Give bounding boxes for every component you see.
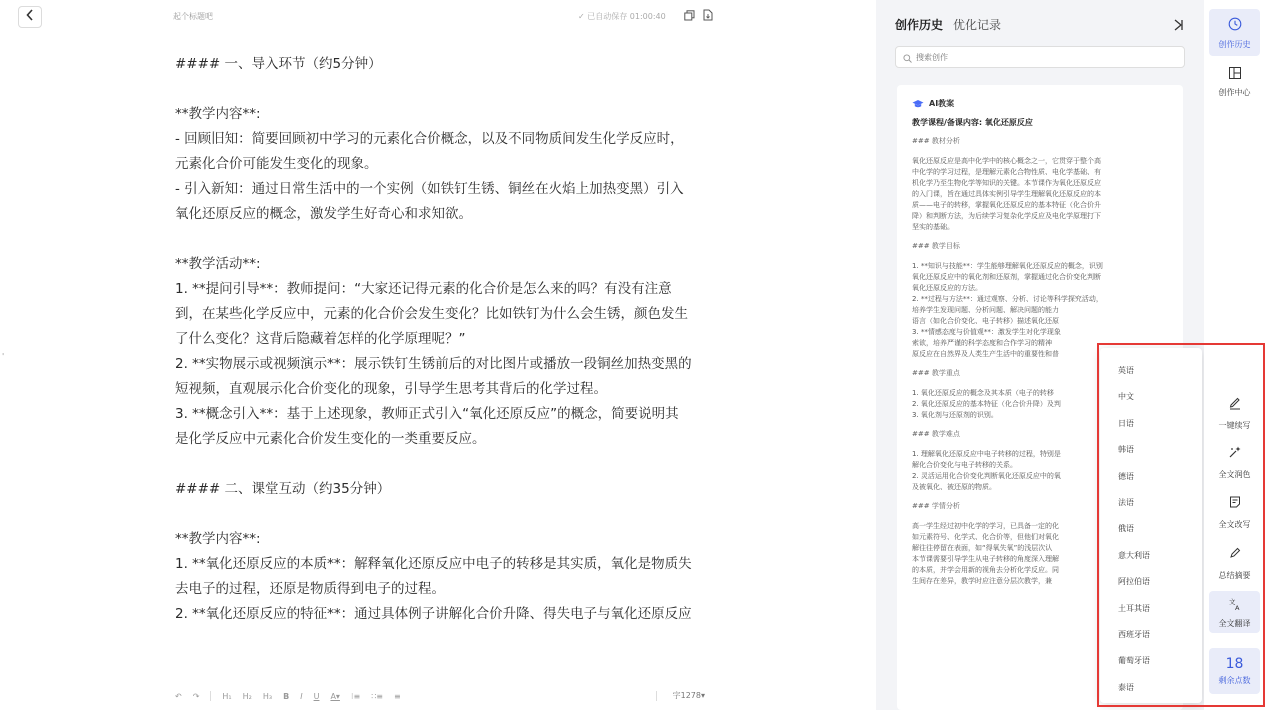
card-type [912, 98, 1169, 109]
toolbar-divider [210, 691, 211, 701]
content-line: 1. **氧化还原反应的本质**：解释氧化还原反应中电子的转移是其实质，氧化是物质失 [175, 556, 692, 572]
language-option[interactable]: 德语 [1118, 471, 1134, 481]
card-section-heading: ### 教学目标 [912, 242, 960, 250]
card-text-line: 解往往停留在表面，如“得氧失氧”的浅层次认 [912, 544, 1053, 552]
card-text-line: 氧化还原反应的方法。 [912, 284, 982, 292]
card-course: 教学课程/备课内容: 氧化还原反应 [912, 118, 1033, 127]
language-option[interactable]: 日语 [1118, 418, 1134, 428]
content-line: 是化学反应中元素化合价发生变化的一类重要反应。 [175, 431, 486, 447]
card-text-line: 2. 灵活运用化合价变化判断氧化还原反应中的氧 [912, 472, 1061, 480]
content-line: #### 二、课堂互动（约35分钟） [175, 481, 391, 497]
toolbar-divider [656, 691, 657, 701]
chevron-left-icon [26, 9, 34, 25]
rail-center-label: 创作中心 [1218, 88, 1251, 97]
blank-line [175, 77, 705, 102]
search-box[interactable] [895, 46, 1185, 68]
search-icon [903, 48, 912, 67]
content-line: 到，在某些化学反应中，元素的化合价会发生变化？比如铁钉为什么会生锈，颜色发生 [175, 306, 688, 322]
svg-text:A: A [1234, 603, 1239, 611]
pen-write-icon [1228, 395, 1242, 414]
language-option[interactable]: 中文 [1118, 392, 1134, 402]
rail-history-label: 创作历史 [1218, 39, 1251, 49]
rail-rewrite-label: 全文改写 [1218, 520, 1251, 529]
language-option[interactable]: 法语 [1118, 497, 1134, 507]
card-text-line: 中化学的学习过程，是理解元素化合物性质、电化学基础、有 [912, 168, 1101, 176]
card-text-line: 及被氧化、被还原的物质。 [912, 483, 996, 491]
word-count[interactable]: 字1278▾ [672, 691, 705, 700]
align-button[interactable]: ≡ [393, 691, 401, 701]
pencil-icon [1228, 545, 1242, 564]
tool-rail [1204, 0, 1265, 710]
card-text-line: 培养学生发现问题、分析问题、解决问题的能力 [912, 306, 1059, 314]
language-option[interactable]: 阿拉伯语 [1118, 577, 1150, 587]
rewrite-doc-icon [1228, 494, 1242, 513]
card-text-line: 本节课需要引导学生从电子转移的角度深入理解 [912, 555, 1059, 563]
undo-icon[interactable]: ↶ [175, 691, 182, 701]
language-option[interactable]: 俄语 [1118, 524, 1134, 534]
card-text-line: 氧化还原反应是高中化学中的核心概念之一，它贯穿于整个高 [912, 157, 1101, 165]
card-text-line: 生间存在差异，教学时应注意分层次教学，兼 [912, 577, 1052, 585]
heading3-button[interactable]: H₃ [262, 691, 273, 701]
content-line: 2. **氧化还原反应的特征**：通过具体例子讲解化合价升降、得失电子与氧化还原反应 [175, 606, 692, 622]
collapse-panel-icon[interactable] [1172, 17, 1184, 31]
blank-line [175, 227, 705, 252]
layout-grid-icon [1228, 65, 1242, 84]
card-text-line: 的本质，并学会用新的视角去分析化学反应。同 [912, 566, 1059, 574]
content-line: **教学活动**: [175, 256, 261, 272]
history-tabs [895, 16, 1011, 33]
bold-button[interactable]: B [283, 691, 290, 701]
rail-continue-label: 一键续写 [1218, 421, 1251, 430]
clock-icon [1228, 16, 1242, 35]
card-text-line: 3. **情感态度与价值观**：激发学生对化学现象 [912, 328, 1061, 336]
sparkle-wand-icon [1228, 444, 1242, 463]
content-line: #### 一、导入环节（约5分钟） [175, 56, 382, 72]
translate-icon [1228, 596, 1242, 615]
language-option[interactable]: 西班牙语 [1118, 629, 1150, 639]
card-text-line: 1. 氧化还原反应的概念及其本质（电子的转移 [912, 389, 1054, 397]
graduation-cap-icon [912, 99, 924, 109]
rail-translate-button[interactable] [1209, 591, 1260, 633]
redo-icon[interactable]: ↷ [192, 691, 200, 701]
points-label: 剩余点数 [1218, 676, 1251, 685]
content-line: 去电子的过程，还原是物质得到电子的过程。 [175, 581, 445, 597]
autosave-status: ✓ 已自动保存 01:00:40 [578, 12, 666, 21]
card-text-line: 机化学乃至生物化学等知识的关键。本节课作为氧化还原反应 [912, 179, 1101, 187]
rail-translate-label: 全文翻译 [1218, 618, 1251, 628]
content-line: 短视频，直观展示化合价变化的现象，引导学生思考其背后的化学过程。 [175, 381, 607, 397]
heading1-button[interactable]: H₁ [222, 691, 232, 701]
card-text-line: 语言（如化合价变化、电子转移）描述氧化还原 [912, 317, 1059, 325]
content-line: 3. **概念引入**：基于上述现象，教师正式引入“氧化还原反应”的概念，简要说明其 [175, 406, 679, 422]
card-section-text [912, 156, 1169, 233]
language-option[interactable]: 葡萄牙语 [1118, 656, 1150, 666]
language-option[interactable]: 土耳其语 [1118, 603, 1150, 613]
blank-line [175, 502, 705, 527]
rail-polish-label: 全文润色 [1218, 470, 1251, 479]
language-option[interactable]: 英语 [1118, 366, 1134, 375]
back-button[interactable] [18, 6, 42, 28]
card-text-line: 降）和判断方法，为后续学习复杂化学反应及电化学原理打下 [912, 212, 1101, 220]
edge-mark: ' [2, 352, 5, 361]
card-text-line: 原反应在自然界及人类生产生活中的重要性和普 [912, 350, 1059, 358]
points-value: 18 [1225, 656, 1244, 672]
underline-button[interactable]: U [313, 691, 320, 701]
card-text-line: 如元素符号、化学式、化合价等，但他们对氧化 [912, 533, 1059, 541]
card-text-line: 1. **知识与技能**：学生能够理解氧化还原反应的概念，识别 [912, 262, 1103, 270]
card-text-line: 解化合价变化与电子转移的关系。 [912, 461, 1017, 469]
card-text-line: 高一学生经过初中化学的学习，已具备一定的化 [912, 522, 1059, 530]
content-line: 1. **提问引导**：教师提问：“大家还记得元素的化合价是怎么来的吗？有没有注意 [175, 281, 672, 297]
rail-center-button[interactable] [1209, 65, 1260, 98]
rail-history-button[interactable] [1209, 9, 1260, 56]
content-line: - 引入新知：通过日常生活中的一个实例（如铁钉生锈、铜丝在火焰上加热变黑）引入 [175, 181, 684, 197]
card-type-label: AI教案 [929, 99, 955, 108]
card-text-line: 质——电子的转移，掌握氧化还原反应的基本特征（化合价升 [912, 201, 1101, 209]
rail-polish-button[interactable] [1209, 444, 1260, 480]
language-dropdown [1100, 348, 1202, 703]
blank-line [175, 452, 705, 477]
content-line: 元素化合价可能发生变化的现象。 [175, 156, 378, 172]
tab-optimization-records[interactable]: 优化记录 [953, 18, 1002, 32]
text-color-button[interactable]: A▾ [330, 691, 340, 701]
card-text-line: 3. 氧化剂与还原剂的识别。 [912, 411, 998, 419]
card-text-line: 2. 氧化还原反应的基本特征（化合价升降）及判 [912, 400, 1061, 408]
content-line: 2. **实物展示或视频演示**：展示铁钉生锈前后的对比图片或播放一段铜丝加热变黑的 [175, 356, 692, 372]
card-text-line: 坚实的基础。 [912, 223, 954, 231]
card-text-line: 的入门课，旨在通过具体实例引导学生理解氧化还原反应的本 [912, 190, 1101, 198]
language-option[interactable]: 韩语 [1118, 445, 1134, 455]
rail-rewrite-button[interactable] [1209, 494, 1260, 530]
rail-summary-button[interactable] [1209, 545, 1260, 581]
card-text-line: 索欲，培养严谨的科学态度和合作学习的精神 [912, 339, 1052, 347]
points-balance[interactable] [1209, 648, 1260, 694]
language-option[interactable]: 意大利语 [1118, 550, 1150, 560]
content-line: 氧化还原反应的概念，激发学生好奇心和求知欲。 [175, 206, 472, 222]
card-section-heading: ### 学情分析 [912, 502, 960, 510]
italic-button[interactable]: I [300, 691, 303, 701]
copy-icon[interactable] [683, 9, 695, 21]
title-input[interactable]: 起个标题吧 [173, 12, 213, 21]
export-icon[interactable] [702, 9, 714, 21]
card-section-text [912, 261, 1169, 360]
card-text-line: 1. 理解氧化还原反应中电子转移的过程，特别是 [912, 450, 1061, 458]
language-option[interactable]: 泰语 [1118, 682, 1134, 692]
card-section-heading: ### 教学难点 [912, 430, 960, 438]
ordered-list-button[interactable]: ⁝≡ [350, 691, 361, 701]
card-section-heading: ### 教材分析 [912, 137, 960, 145]
rail-summary-label: 总结摘要 [1218, 571, 1251, 580]
content-line: **教学内容**: [175, 531, 261, 547]
tab-creation-history[interactable]: 创作历史 [895, 18, 944, 32]
card-text-line: 2. **过程与方法**：通过观察、分析、讨论等科学探究活动， [912, 295, 1103, 303]
heading2-button[interactable]: H₂ [242, 691, 252, 701]
search-input[interactable] [916, 53, 1166, 62]
document-body[interactable] [175, 52, 705, 682]
bullet-list-button[interactable]: ∷≡ [371, 691, 383, 701]
content-line: - 回顾旧知：简要回顾初中学习的元素化合价概念，以及不同物质间发生化学反应时， [175, 131, 684, 147]
svg-text:文: 文 [1228, 597, 1235, 606]
content-line: **教学内容**: [175, 106, 261, 122]
content-line: 了什么变化？这背后隐藏着怎样的化学原理呢？” [175, 331, 466, 347]
card-text-line: 氧化还原反应中的氧化剂和还原剂，掌握通过化合价变化判断 [912, 273, 1101, 281]
rail-continue-button[interactable] [1209, 395, 1260, 431]
card-section-heading: ### 教学重点 [912, 369, 960, 377]
format-toolbar [175, 688, 705, 704]
